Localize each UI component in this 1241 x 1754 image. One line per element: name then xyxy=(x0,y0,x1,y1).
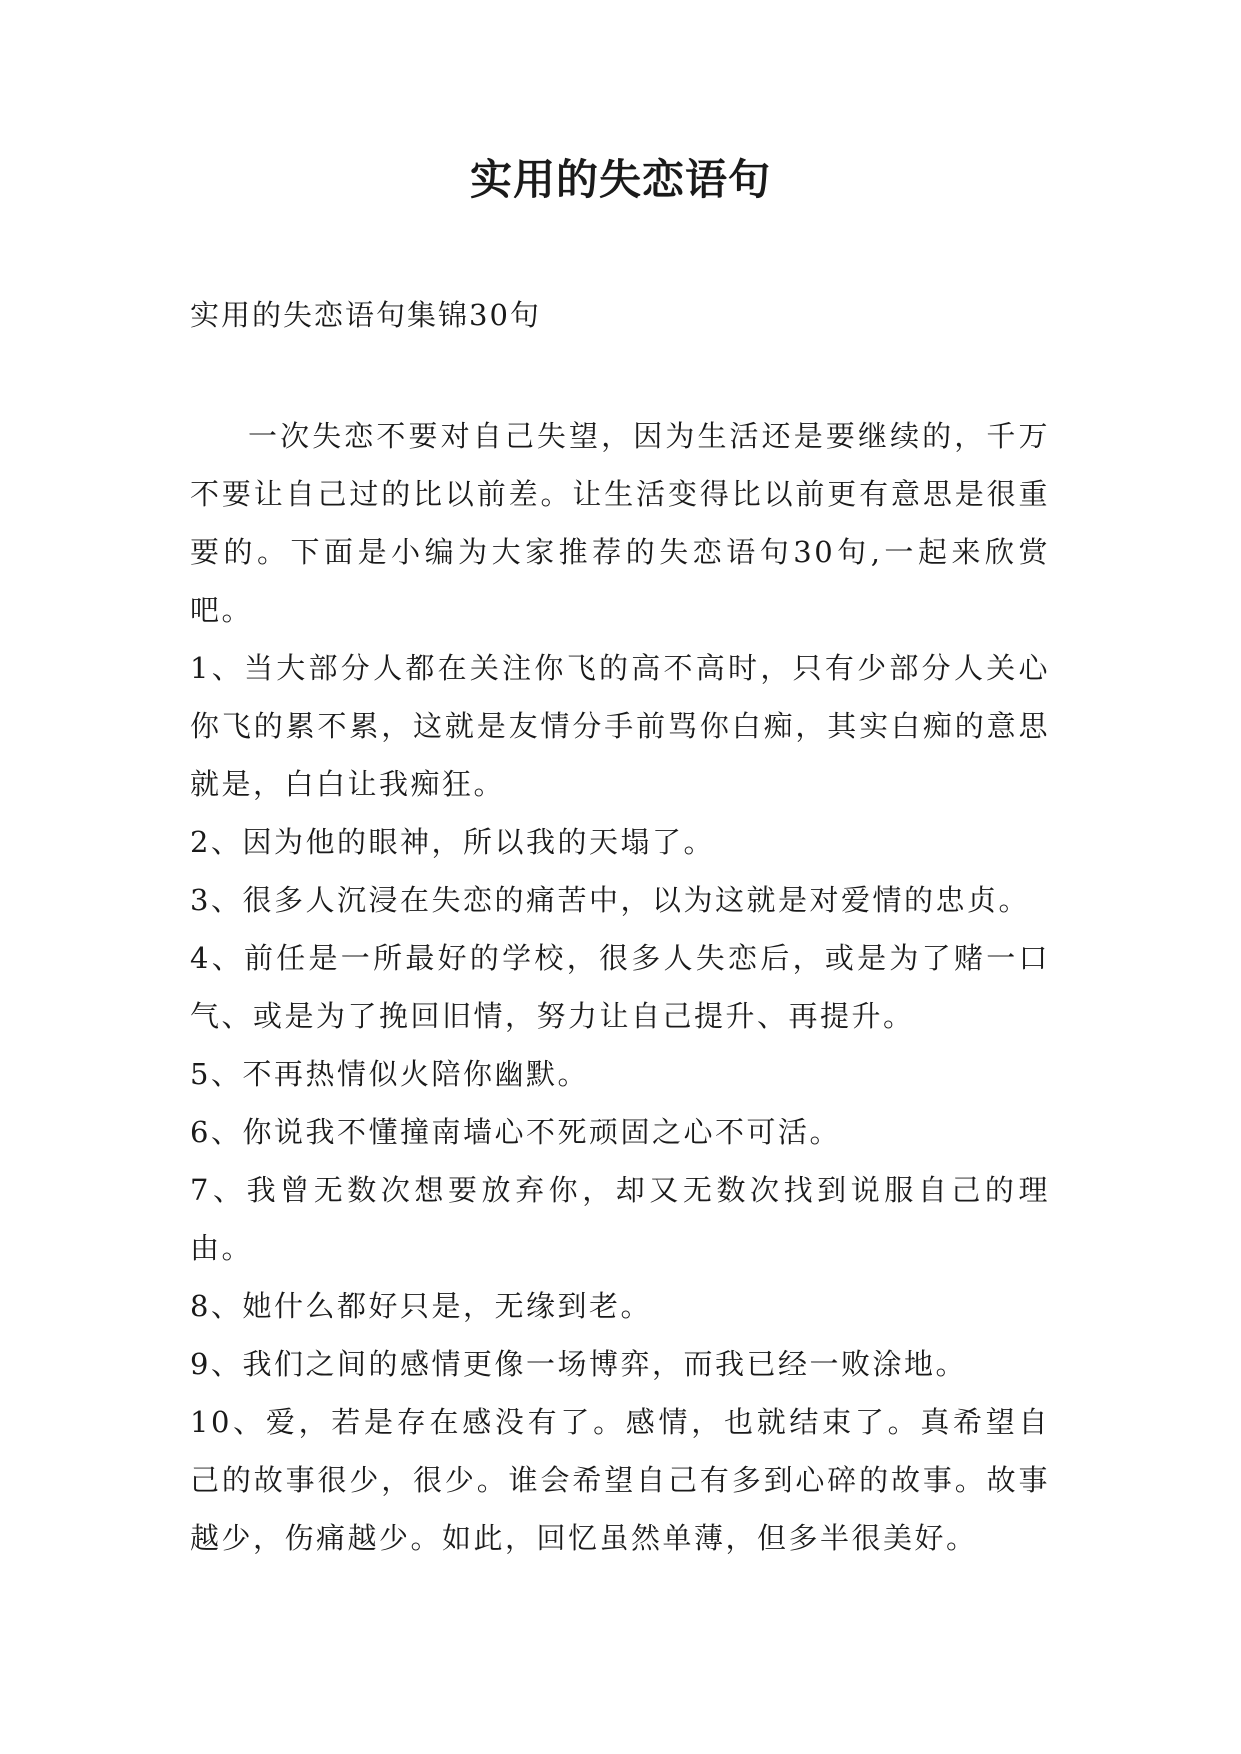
list-item: 1、当大部分人都在关注你飞的高不高时，只有少部分人关心你飞的累不累，这就是友情分手前骂你白痴，其实白痴的意思就是，白白让我痴狂。 xyxy=(190,651,1050,801)
document-subtitle: 实用的失恋语句集锦30句 xyxy=(190,298,541,332)
list-item: 6、你说我不懂撞南墙心不死顽固之心不可活。 xyxy=(190,1115,841,1149)
intro-paragraph: 一次失恋不要对自己失望，因为生活还是要继续的，千万不要让自己过的比以前差。让生活变得比以前更有意思是很重要的。下面是小编为大家推荐的失恋语句30句,一起来欣赏吧。 xyxy=(190,419,1050,627)
list-item: 3、很多人沉浸在失恋的痛苦中，以为这就是对爱情的忠贞。 xyxy=(190,883,1030,917)
list-item: 10、爱，若是存在感没有了。感情，也就结束了。真希望自己的故事很少，很少。谁会希望自己有多到心碎的故事。故事越少，伤痛越少。如此，回忆虽然单薄，但多半很美好。 xyxy=(190,1405,1050,1555)
list-item: 7、我曾无数次想要放弃你，却又无数次找到说服自己的理由。 xyxy=(190,1173,1050,1265)
list-item: 5、不再热情似火陪你幽默。 xyxy=(190,1057,589,1091)
list-item: 8、她什么都好只是，无缘到老。 xyxy=(190,1289,652,1323)
document-title: 实用的失恋语句 xyxy=(469,155,771,204)
document-body xyxy=(190,407,1050,1567)
list-item: 9、我们之间的感情更像一场博弈，而我已经一败涂地。 xyxy=(190,1347,967,1381)
list-item: 4、前任是一所最好的学校，很多人失恋后，或是为了赌一口气、或是为了挽回旧情，努力让自己提升、再提升。 xyxy=(190,941,1050,1033)
list-item: 2、因为他的眼神，所以我的天塌了。 xyxy=(190,825,715,859)
